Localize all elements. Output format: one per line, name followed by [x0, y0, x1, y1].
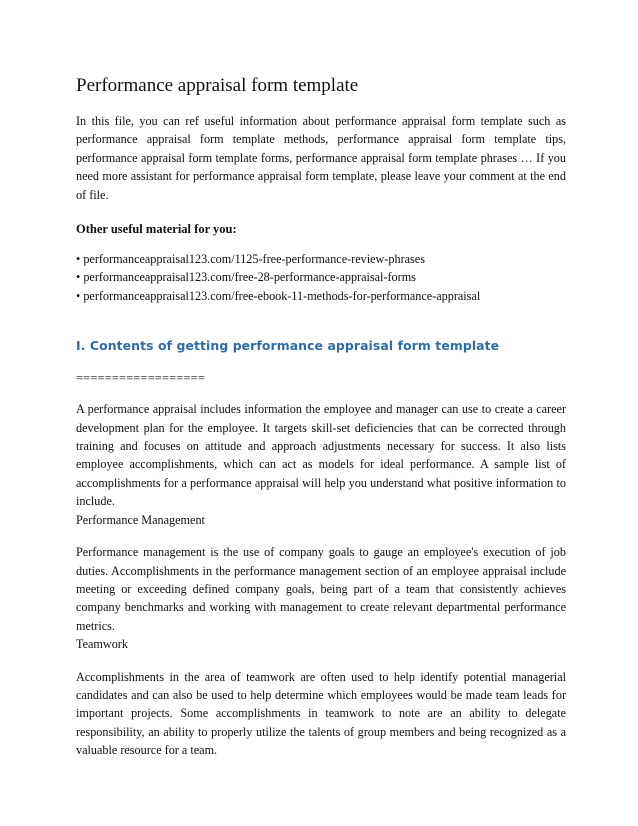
- subsection-label-performance-management: Performance Management: [76, 512, 205, 527]
- separator-line: ==================: [76, 371, 206, 386]
- document-page: [76, 74, 566, 760]
- document-title: Performance appraisal form template: [76, 75, 359, 96]
- intro-paragraph: In this file, you can ref useful information about performance appraisal form template such as performance appraisal form template methods, performance appraisal form template tips, performance appraisal form template forms, performance appraisal form template phrases … If you need more assistant for performance appraisal form template, please leave your comment at the end of file.: [76, 114, 566, 202]
- body-paragraph-3: Accomplishments in the area of teamwork are often used to help identify potential managerial candidates and can also be used to help determine which employees would be made team leads for important projects. Some accomplishments in teamwork to note are an ability to delegate responsibility, an ability to properly utilize the talents of group members and being recognized as a valuable resource for a team.: [76, 669, 566, 758]
- useful-material-heading: Other useful material for you:: [76, 222, 237, 237]
- useful-links-list: [76, 250, 566, 305]
- subsection-label-teamwork: Teamwork: [76, 637, 128, 652]
- useful-link-item: • performanceappraisal123.com/free-ebook-11-methods-for-performance-appraisal: [76, 288, 481, 303]
- useful-link-item: • performanceappraisal123.com/free-28-performance-appraisal-forms: [76, 270, 416, 285]
- body-paragraph-1: A performance appraisal includes information the employee and manager can use to create a career development plan for the employee. It targets skill-set deficiencies that can be corrected through training and focuses on attitude and approach adjustments necessary for success. It also lists employee accomplishments, which can act as models for ideal performance. A sample list of accomplishments for a performance appraisal will help you understand what positive information to include.: [76, 402, 566, 509]
- section-heading: I. Contents of getting performance appraisal form template: [76, 338, 500, 354]
- body-paragraph-2: Performance management is the use of company goals to gauge an employee's execution of job duties. Accomplishments in the performance management section of an employee appraisal include meeting or exceeding defined company goals, being part of a team that consistently achieves company benchmarks and working with management to create relevant departmental performance metrics.: [76, 545, 566, 633]
- useful-link-item: • performanceappraisal123.com/1125-free-performance-review-phrases: [76, 252, 425, 267]
